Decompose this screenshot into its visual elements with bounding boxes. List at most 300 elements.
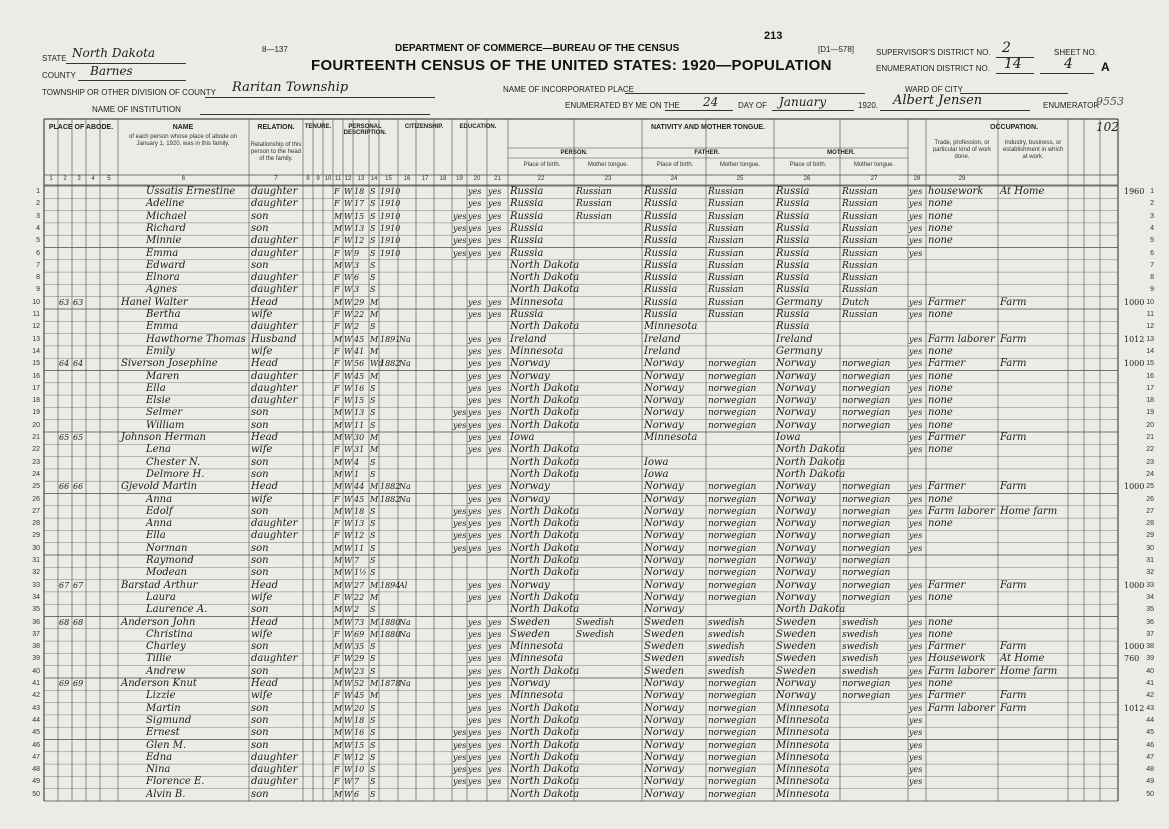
cell-school: yes xyxy=(453,420,467,430)
cell-write: yes xyxy=(488,236,502,246)
row-number-right: 23 xyxy=(1146,458,1154,466)
cell-ms: S xyxy=(370,273,376,283)
row-number: 45 xyxy=(32,729,40,737)
cell-name: Edward xyxy=(146,259,186,271)
cell-fmt: norwegian xyxy=(708,679,757,689)
cell-mpob: Norway xyxy=(776,591,816,603)
cell-ind: Farm xyxy=(1000,641,1027,653)
page-number: 213 xyxy=(764,30,783,42)
cell-read: yes xyxy=(468,765,482,775)
cell-age: 11 xyxy=(354,543,365,553)
table-row xyxy=(0,457,1169,469)
column-number: 27 xyxy=(870,176,878,182)
cell-trade: Farmer xyxy=(928,296,966,308)
cell-pob: North Dakota xyxy=(510,702,580,714)
cell-pob: Russia xyxy=(510,198,544,210)
cell-race: W xyxy=(344,223,353,233)
cell-mmt: Russian xyxy=(842,285,878,296)
row-number-right: 14 xyxy=(1146,347,1154,355)
cell-sex: M xyxy=(334,433,343,442)
cell-name: Lizzie xyxy=(146,690,176,702)
table-row xyxy=(0,235,1169,247)
cell-write: yes xyxy=(488,408,502,418)
cell-trade: Housework xyxy=(928,653,986,665)
column-number: 15 xyxy=(385,176,392,182)
column-number: 13 xyxy=(357,176,365,182)
cell-mpob: Russia xyxy=(776,198,810,210)
cell-fpob: Russia xyxy=(644,309,678,320)
cell-mpob: Norway xyxy=(776,481,816,493)
cell-pob: North Dakota xyxy=(510,714,580,726)
cell-race: W xyxy=(344,420,353,430)
cell-fmt: Russian xyxy=(708,297,744,308)
table-row xyxy=(0,223,1169,235)
cell-ms: S xyxy=(370,469,376,479)
table-row xyxy=(0,297,1169,309)
cell-eng: yes xyxy=(909,703,923,713)
cell-fmt: swedish xyxy=(708,617,745,628)
margin-code: 1960 xyxy=(1124,187,1145,196)
table-row xyxy=(0,740,1169,752)
cell-fpob: Norway xyxy=(644,555,684,566)
cell-fpob: Norway xyxy=(644,714,684,726)
table-row xyxy=(0,629,1169,641)
cell-ms: M xyxy=(370,433,379,442)
cell-read: yes xyxy=(468,420,482,430)
row-number: 1 xyxy=(36,188,40,195)
cell-read: yes xyxy=(468,666,482,676)
cell-school: yes xyxy=(453,223,467,233)
cell-ms: S xyxy=(370,543,376,553)
cell-pob: Norway xyxy=(510,493,550,505)
column-number: 3 xyxy=(77,176,81,182)
cell-rel: daughter xyxy=(251,653,298,665)
cell-fpob: Russia xyxy=(644,210,678,222)
row-number: 30 xyxy=(32,544,40,552)
row-number-right: 32 xyxy=(1146,569,1154,577)
cell-race: W xyxy=(344,383,353,393)
cell-mmt: norwegian xyxy=(842,359,891,370)
cell-race: W xyxy=(344,494,353,504)
cell-fmt: norwegian xyxy=(708,703,757,714)
row-number: 26 xyxy=(32,495,40,503)
cell-rel: wife xyxy=(251,591,273,603)
section-name: NAME xyxy=(172,124,194,131)
cell-rel: daughter xyxy=(251,776,298,788)
cell-mpob: Norway xyxy=(776,370,816,382)
cell-fmt: norwegian xyxy=(708,691,757,702)
cell-fmt: norwegian xyxy=(708,556,757,566)
cell-race: W xyxy=(344,371,353,381)
cell-pob: Norway xyxy=(510,358,550,370)
table-row xyxy=(0,690,1169,702)
cell-pob: North Dakota xyxy=(510,382,580,394)
cell-school: yes xyxy=(453,728,467,738)
cell-ind: Farm xyxy=(1000,481,1027,493)
cell-pob: Ireland xyxy=(510,333,547,345)
cell-ms: S xyxy=(370,223,376,233)
cell-fmt: Russian xyxy=(708,248,744,259)
cell-read: yes xyxy=(468,519,482,529)
cell-trade: none xyxy=(928,493,953,505)
cell-eng: yes xyxy=(909,223,923,233)
cell-sex: M xyxy=(334,728,343,738)
cell-fmt: norwegian xyxy=(708,420,757,431)
cell-eng: yes xyxy=(909,334,923,344)
cell-age: 41 xyxy=(354,346,365,356)
cell-age: 18 xyxy=(354,715,365,725)
cell-rel: wife xyxy=(251,690,273,702)
mother-pob-header: Place of birth. xyxy=(789,162,827,168)
cell-race: W xyxy=(344,457,353,467)
cell-trade: none xyxy=(928,407,953,419)
cell-pob: North Dakota xyxy=(510,321,580,333)
cell-read: yes xyxy=(468,236,482,246)
county-value: Barnes xyxy=(90,64,133,78)
cell-fmt: norwegian xyxy=(708,371,757,382)
sheet-value: 4 xyxy=(1064,56,1073,72)
cell-rel: daughter xyxy=(251,247,298,259)
cell-school: yes xyxy=(453,777,467,787)
row-number: 28 xyxy=(32,520,40,528)
cell-write: yes xyxy=(488,248,502,258)
cell-read: yes xyxy=(468,777,482,787)
row-number: 16 xyxy=(32,372,40,380)
cell-imm: 1882 xyxy=(380,359,401,369)
cell-eng: yes xyxy=(909,592,923,602)
cell-ms: S xyxy=(370,396,376,406)
cell-age: 45 xyxy=(354,371,365,381)
cell-race: W xyxy=(344,556,353,565)
cell-race: W xyxy=(344,396,353,406)
form-code: 8—137 xyxy=(262,45,288,54)
cell-race: W xyxy=(344,531,353,541)
cell-ms: S xyxy=(370,715,376,725)
row-number: 48 xyxy=(32,766,40,774)
department-heading: DEPARTMENT OF COMMERCE—BUREAU OF THE CENSUS xyxy=(395,43,680,54)
cell-read: yes xyxy=(468,654,482,664)
cell-mpob: Sweden xyxy=(776,641,817,653)
cell-trade: none xyxy=(928,616,953,628)
cell-school: yes xyxy=(453,408,467,418)
cell-mmt: norwegian xyxy=(842,519,891,530)
cell-race: W xyxy=(344,703,353,713)
cell-fmt: norwegian xyxy=(708,580,757,591)
cell-mpob: Norway xyxy=(776,555,816,566)
cell-read: yes xyxy=(468,506,482,516)
cell-name: Delmore H. xyxy=(146,468,205,480)
row-number: 21 xyxy=(32,434,40,441)
cell-pob: North Dakota xyxy=(510,530,580,542)
row-number: 25 xyxy=(32,483,40,491)
cell-race: W xyxy=(344,592,353,602)
cell-eng: yes xyxy=(909,728,923,738)
row-number: 10 xyxy=(32,298,40,306)
cell-age: 7 xyxy=(354,556,360,565)
cell-fpob: Russia xyxy=(644,198,678,210)
cell-ms: S xyxy=(370,666,376,676)
cell-sex: M xyxy=(334,223,343,233)
column-number: 26 xyxy=(803,176,811,182)
cell-read: yes xyxy=(468,211,482,221)
cell-ms: S xyxy=(370,211,376,221)
cell-ind: Farm xyxy=(1000,296,1027,308)
row-number: 20 xyxy=(32,421,40,429)
cell-read: yes xyxy=(468,531,482,541)
cell-rel: wife xyxy=(251,628,273,640)
cell-name: Ernest xyxy=(146,727,180,739)
cell-fmt: norwegian xyxy=(708,568,757,579)
column-number: 10 xyxy=(324,176,332,182)
cell-eng: yes xyxy=(909,580,923,590)
row-number: 15 xyxy=(32,360,40,368)
cell-age: 13 xyxy=(354,408,365,418)
cell-race: W xyxy=(344,248,353,258)
cell-mpob: Sweden xyxy=(776,665,817,677)
cell-rel: son xyxy=(251,468,269,480)
cell-sex: M xyxy=(334,679,343,688)
table-row xyxy=(0,260,1169,272)
cell-read: yes xyxy=(468,445,482,455)
cell-name: Edna xyxy=(146,751,173,763)
row-number: 24 xyxy=(32,470,40,478)
table-row xyxy=(0,752,1169,764)
cell-fmt: norwegian xyxy=(708,482,757,493)
cell-mmt: Russian xyxy=(842,260,878,271)
cell-name: Andrew xyxy=(146,665,186,677)
cell-sex: F xyxy=(334,445,340,455)
cell-pob: North Dakota xyxy=(510,739,580,751)
cell-ind: Farm xyxy=(1000,432,1027,443)
row-number: 41 xyxy=(32,680,40,687)
cell-name: Hawthorne Thomas xyxy=(146,333,246,345)
cell-pob: North Dakota xyxy=(510,788,580,800)
cell-fmt: norwegian xyxy=(708,777,757,788)
cell-school: yes xyxy=(453,752,467,762)
cell-read: yes xyxy=(468,310,482,319)
cell-rel: daughter xyxy=(251,321,298,333)
cell-race: W xyxy=(344,568,353,578)
cell-mpob: Sweden xyxy=(776,628,817,640)
cell-ind: At Home xyxy=(1000,186,1045,197)
cell-imm: 1882 xyxy=(380,482,401,492)
cell-pob: Minnesota xyxy=(510,653,564,665)
cell-trade: Farm laborer xyxy=(928,665,995,677)
cell-sex: F xyxy=(334,310,340,319)
cell-sex: F xyxy=(334,592,340,602)
cell-race: W xyxy=(344,359,353,369)
cell-mpob: Russia xyxy=(776,247,810,259)
cell-sex: F xyxy=(334,765,340,775)
row-number: 7 xyxy=(36,261,40,269)
cell-rel: wife xyxy=(251,309,273,320)
cell-read: yes xyxy=(468,740,482,750)
cell-trade: Farmer xyxy=(928,358,966,370)
row-number: 3 xyxy=(36,212,40,220)
cell-age: 30 xyxy=(354,433,365,442)
cell-ind: Farm xyxy=(1000,690,1027,702)
cell-mpob: Minnesota xyxy=(776,727,830,739)
cell-sex: M xyxy=(334,297,343,307)
cell-fmt: Russian xyxy=(708,310,744,320)
cell-eng: yes xyxy=(909,752,923,762)
cell-read: yes xyxy=(468,383,482,393)
cell-imm: 1910 xyxy=(380,248,401,258)
cell-read: yes xyxy=(468,728,482,738)
section-tenure: TENURE. xyxy=(304,124,332,130)
cell-ms: M xyxy=(370,592,379,602)
row-number-right: 43 xyxy=(1146,704,1154,712)
cell-sex: F xyxy=(334,654,340,664)
cell-rel: daughter xyxy=(251,382,298,394)
cell-write: yes xyxy=(488,666,502,676)
cell-age: 9 xyxy=(354,248,360,258)
cell-rel: Head xyxy=(251,432,279,443)
cell-race: W xyxy=(344,297,353,307)
cell-write: yes xyxy=(488,543,502,553)
cell-read: yes xyxy=(468,580,482,590)
cell-sex: M xyxy=(334,715,343,725)
cell-age: 12 xyxy=(354,236,365,246)
cell-fpob: Iowa xyxy=(644,456,669,468)
cell-fpob: Norway xyxy=(644,690,684,702)
cell-mpob: Minnesota xyxy=(776,788,830,800)
cell-mmt: norwegian xyxy=(842,371,891,382)
cell-pob: Russia xyxy=(510,210,544,222)
row-number-right: 29 xyxy=(1146,532,1154,540)
row-number: 31 xyxy=(32,557,40,564)
cell-rel: son xyxy=(251,702,269,714)
cell-ms: S xyxy=(370,519,376,529)
cell-eng: yes xyxy=(909,691,923,701)
cell-age: 45 xyxy=(354,691,365,701)
cell-name: Laurence A. xyxy=(146,604,208,616)
cell-name: Raymond xyxy=(146,555,194,566)
cell-eng: yes xyxy=(909,531,923,541)
cell-dw: 65 xyxy=(59,433,70,442)
cell-imm: 1882 xyxy=(380,494,401,504)
row-number: 19 xyxy=(32,409,40,417)
table-row xyxy=(0,383,1169,395)
cell-name: Johnson Herman xyxy=(121,432,206,443)
person-mt-header: Mother tongue. xyxy=(587,162,629,168)
cell-eng: yes xyxy=(909,543,923,553)
column-number: 1 xyxy=(49,176,53,182)
cell-eng: yes xyxy=(909,433,923,442)
cell-race: W xyxy=(344,199,353,209)
row-number-right: 50 xyxy=(1146,790,1154,798)
cell-fmt: Russian xyxy=(708,187,744,197)
cell-rel: Head xyxy=(251,616,279,628)
cell-trade: none xyxy=(928,444,953,456)
cell-age: 27 xyxy=(354,580,365,590)
row-number-right: 48 xyxy=(1146,766,1154,774)
cell-race: W xyxy=(344,322,353,332)
cell-dw: 63 xyxy=(59,297,70,307)
cell-name: Anderson John xyxy=(121,616,196,628)
enumeration-value: 14 xyxy=(1004,56,1022,72)
cell-mpob: Sweden xyxy=(776,653,817,665)
cell-name: Barstad Arthur xyxy=(121,579,198,591)
cell-trade: Farm laborer xyxy=(928,702,995,714)
cell-fmt: norwegian xyxy=(708,396,757,407)
cell-fmt: norwegian xyxy=(708,715,757,726)
cell-fmt: swedish xyxy=(708,642,745,653)
cell-rel: son xyxy=(251,739,269,751)
cell-name: Modean xyxy=(146,567,187,579)
row-number-right: 30 xyxy=(1146,544,1154,552)
cell-mmt: norwegian xyxy=(842,592,891,603)
cell-eng: yes xyxy=(909,445,923,455)
cell-mpob: Minnesota xyxy=(776,751,830,763)
row-number: 46 xyxy=(32,741,40,749)
cell-dw: 67 xyxy=(59,580,70,590)
cell-mmt: norwegian xyxy=(842,580,891,591)
cell-nat: Na xyxy=(399,617,411,627)
cell-race: W xyxy=(344,310,353,319)
cell-pob: North Dakota xyxy=(510,542,580,554)
row-number-right: 28 xyxy=(1146,520,1154,528)
cell-pob: North Dakota xyxy=(510,505,580,517)
column-number: 4 xyxy=(91,176,95,182)
table-row xyxy=(0,395,1169,407)
father-pob-header: Place of birth. xyxy=(656,162,694,168)
table-row xyxy=(0,580,1169,592)
cell-school: yes xyxy=(453,506,467,516)
cell-rel: Head xyxy=(251,481,279,493)
margin-code: 1012 xyxy=(1124,334,1145,344)
table-row xyxy=(0,703,1169,715)
cell-eng: yes xyxy=(909,679,923,688)
cell-fpob: Norway xyxy=(644,370,684,382)
cell-fam: 68 xyxy=(73,617,84,627)
cell-age: 52 xyxy=(354,679,365,688)
cell-write: yes xyxy=(488,482,502,492)
cell-dw: 68 xyxy=(59,617,70,627)
cell-mpob: Russia xyxy=(776,259,810,271)
cell-race: W xyxy=(344,679,353,688)
table-row xyxy=(0,358,1169,370)
row-number-right: 20 xyxy=(1146,421,1154,429)
cell-sex: M xyxy=(334,556,343,565)
column-number: 28 xyxy=(913,176,921,182)
cell-rel: daughter xyxy=(251,764,298,776)
row-number: 34 xyxy=(32,593,40,601)
table-row xyxy=(0,420,1169,432)
cell-name: Emma xyxy=(146,321,179,333)
cell-fam: 69 xyxy=(73,679,84,688)
enumerated-month: January xyxy=(779,95,827,109)
cell-mmt: norwegian xyxy=(842,568,891,579)
row-number: 42 xyxy=(32,692,40,700)
row-number-right: 22 xyxy=(1146,446,1154,454)
name-description: of each person whose place of abode on January 1, 1920, was in this family. xyxy=(128,134,238,147)
ward-label: WARD OF CITY xyxy=(905,85,963,94)
margin-code: 1000 xyxy=(1124,482,1145,492)
cell-sex: F xyxy=(334,273,340,283)
row-number-right: 24 xyxy=(1146,470,1154,478)
cell-pob: North Dakota xyxy=(510,444,580,456)
cell-eng: yes xyxy=(909,408,923,418)
cell-name: Michael xyxy=(146,210,187,222)
cell-race: W xyxy=(344,519,353,529)
cell-fpob: Norway xyxy=(644,419,684,431)
cell-rel: Head xyxy=(251,579,279,591)
cell-pob: Russia xyxy=(510,247,544,259)
cell-fmt: norwegian xyxy=(708,765,757,776)
cell-mpob: Minnesota xyxy=(776,776,830,788)
cell-fpob: Russia xyxy=(644,272,678,284)
